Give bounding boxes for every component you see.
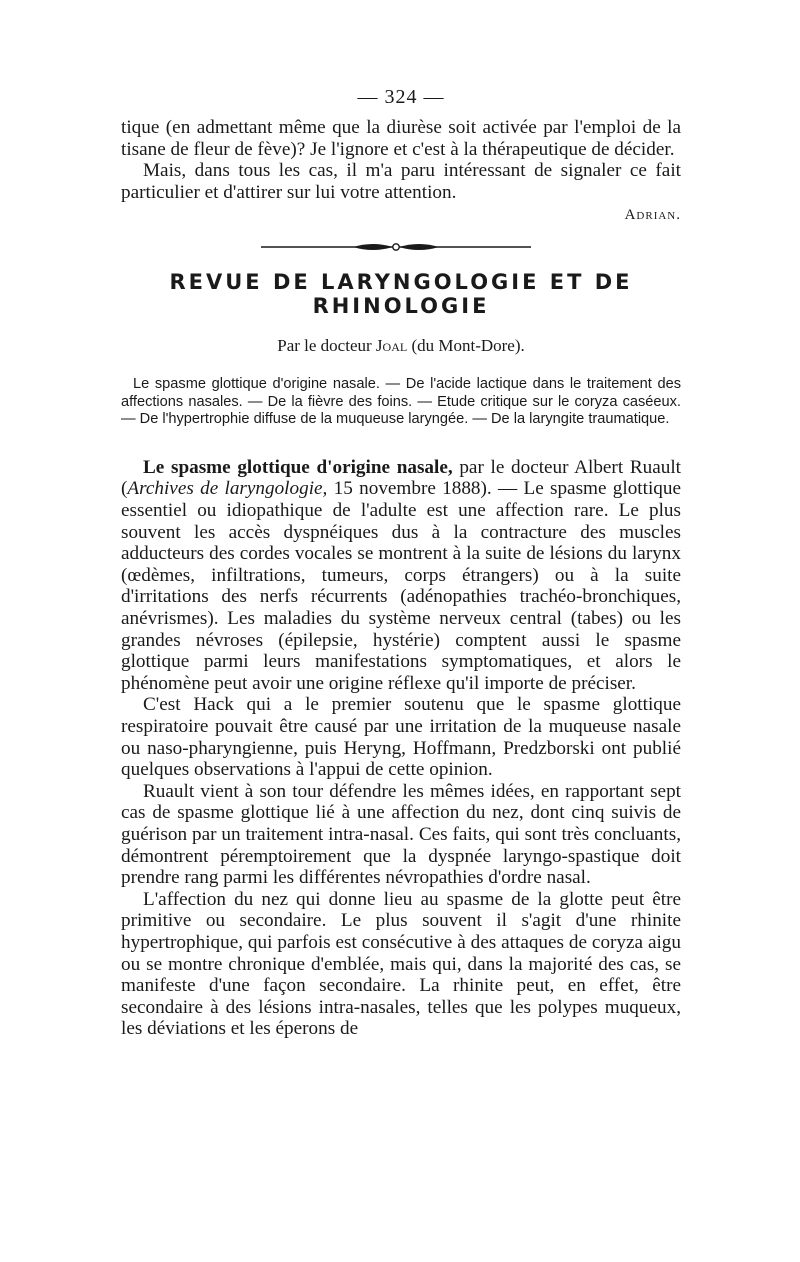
document-page [121,86,681,1040]
byline-author: Joal [375,336,408,356]
byline-prefix: Par le docteur [277,336,376,356]
section-title: REVUE DE LARYNGOLOGIE ET DE RHINOLOGIE [169,270,633,319]
article-lead-after: par le docteur Albert Ruault ( [121,456,681,500]
article-source-journal: Archives de laryngologie, [127,478,328,500]
article-paragraph: Ruault vient à son tour défendre les mêmes idées, en rapportant sept cas de spasme glottique lié à une affection du nez, dont cinq suivis de guérison par un traitement intra-nasal. Ces faits, qui sont très concluants, démontrent péremptoirement que la dyspnée laryngo-spastique doit prendre rang parmi les différentes névropathies d'ordre nasal. [121,780,681,889]
paragraph-closing: Mais, dans tous les cas, il m'a paru intéressant de signaler ce fait particulier et d'attirer sur lui votre attention. [121,160,681,203]
article-lead-title: Le spasme glottique d'origine nasale, [143,456,453,478]
divider-ornament-icon [261,240,531,254]
section-summary: Le spasme glottique d'origine nasale. — De l'acide lactique dans le traitement des affections nasales. — De la fièvre des foins. — Etude critique sur le coryza caséeux. — De l'hypertrophie diffuse de la muqueuse laryngée. — De la laryngite traumatique. [121,376,681,428]
page-number: — 324 — [357,86,445,108]
article-lead-paragraph [121,457,681,695]
article-lead-rest: 15 novembre 1888). — Le spasme glottique essentiel ou idiopathique de l'adulte est une affection rare. Le plus souvent les accès dyspnéiques dus à la contracture des muscles adducteurs des cordes vocales se montrent à la suite de lésions du larynx (œdèmes, infiltrations, tumeurs, corps étrangers) ou à la suite d'irritations des nerfs récurrents (adénopathies trachéo-bronchiques, anévrismes). Les maladies du système nerveux central (tabes) ou les grandes névroses (épilepsie, hystérie) comptent aussi le spasme glottique parmi leurs manifestations symptomatiques, et alors le phénomène peut avoir une origine réflexe qu'il importe de préciser. [121,478,681,694]
author-signature: Adrian. [624,207,681,224]
article-paragraph: C'est Hack qui a le premier soutenu que le spasme glottique respiratoire pouvait être causé par une irritation de la muqueuse nasale ou naso-pharyngienne, puis Heryng, Hoffmann, Predzborski ont publié quelques observations à l'appui de cette opinion. [121,694,681,781]
section-byline [121,336,681,356]
byline-suffix: (du Mont-Dore). [407,336,525,356]
article-paragraph: L'affection du nez qui donne lieu au spasme de la glotte peut être primitive ou secondaire. Le plus souvent il s'agit d'une rhinite hypertrophique, qui parfois est consécutive à des attaques de coryza aigu ou se montre chronique d'emblée, mais qui, dans la majorité des cas, se manifeste d'une façon secondaire. La rhinite peut, en effet, être secondaire à des lésions intra-nasales, telles que les polypes muqueux, les déviations et les éperons de [121,888,681,1040]
ornamental-divider [121,240,681,254]
paragraph-continuation: tique (en admettant même que la diurèse soit activée par l'emploi de la tisane de fleur de fève)? Je l'ignore et c'est à la thérapeutique de décider. [121,117,681,160]
